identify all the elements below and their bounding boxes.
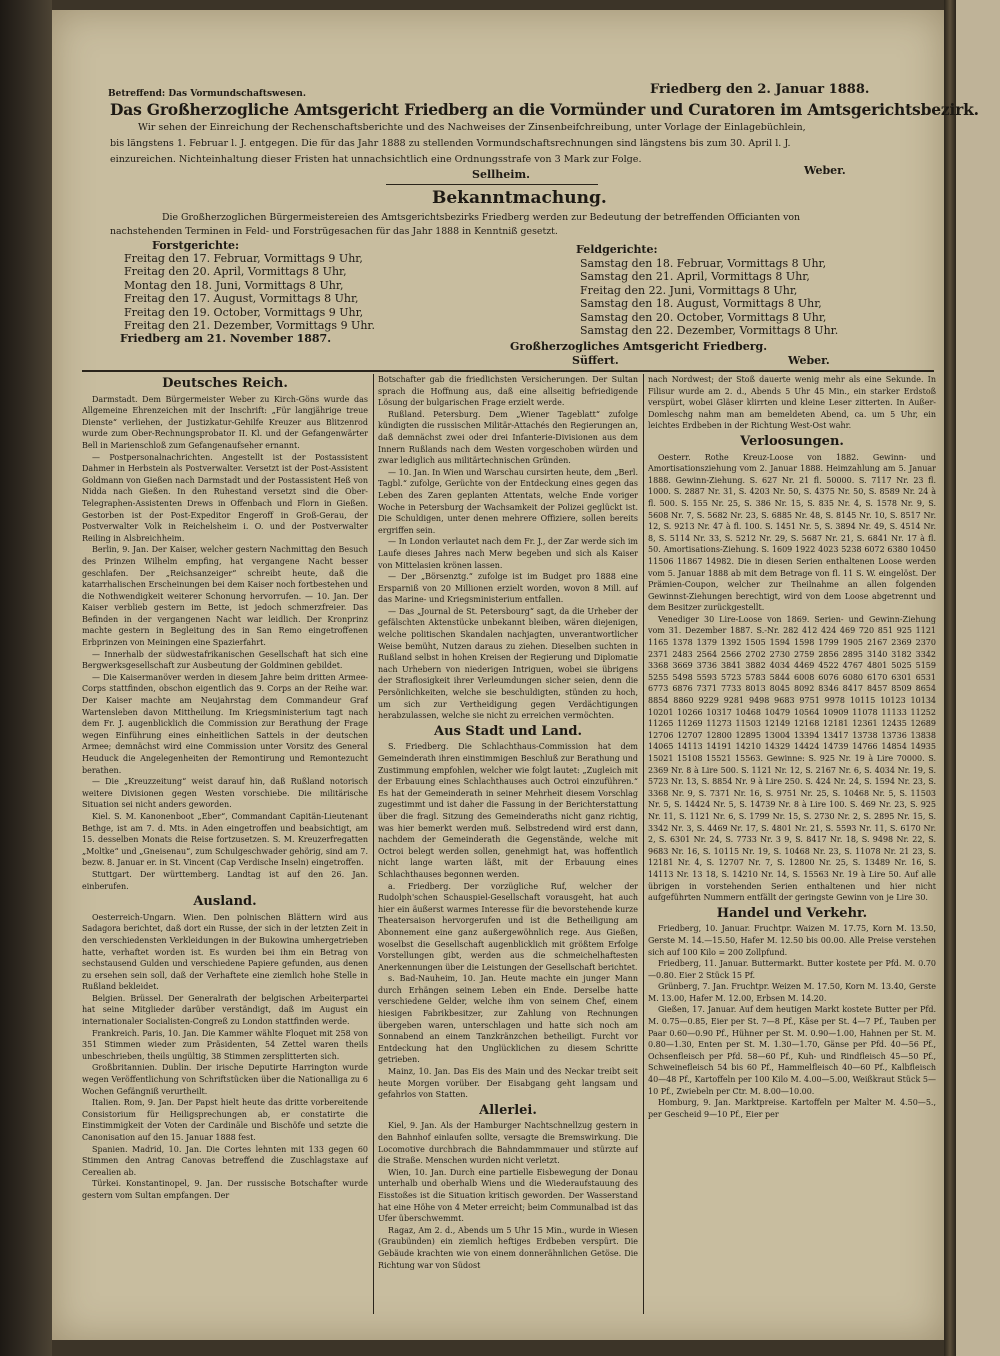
article: S. Friedberg. Die Schlachthaus-Commission hat dem Gemeinderath ihren einstimmigen Beschluß zur Berathung und Zustimmung empfohlen, welcher wie folgt lautet: „Zugleich mit der Erbauung eines Schlachthauses auch Octroi einzuführen.“ Es hat der Gemeinderath in seiner Mehrheit diesem Vorschlag zugestimmt und ist daher die Fassung in der Berichterstattung über die fragl. Sitzung des Gemeinderaths nicht ganz richtig, was hier bemerkt werden muß. Selbstredend wird erst dann, nachdem der Gemeinderath die Gegenstände, welche mit Octroi belegt werden sollen, genehmigt hat, was hoffentlich nicht lange warten läßt, mit der Erbauung eines Schlachthauses begonnen werden. [378, 742, 638, 879]
forst-date: Freitag den 19. October, Vormittags 9 Uhr, [124, 305, 364, 319]
court-name: Großherzogliches Amtsgericht Friedberg. [510, 340, 768, 353]
article: Stuttgart. Der württemberg. Landtag ist auf den 26. Jan. einberufen. [82, 869, 368, 891]
article: Darmstadt. Dem Bürgermeister Weber zu Kirch-Göns wurde das Allgemeine Ehrenzeichen mit der Inschrift: „Für langjährige treue Dienste“ verliehen, der Justizkatur-Gehilfe Kreuzer aus Blitzenrod wurde zum Ober-Rechnungsprobator II. Kl. und der Gefangenwärter Bell in Marienschloß zum Gefangenaufseher ernannt. [82, 394, 368, 450]
section-rule [82, 370, 934, 372]
article: — In London verlautet nach dem Fr. J., der Zar werde sich im Laufe dieses Jahres nach Merw begeben und sich als Kaiser von Mittelasien krönen lassen. [378, 537, 638, 570]
bekanntmachung-title: Bekanntmachung. [432, 188, 607, 208]
feld-date: Samstag den 18. Februar, Vormittags 8 Uhr, [580, 257, 827, 270]
forstgerichte-heading: Forstgerichte: [152, 239, 240, 252]
article: a. Friedberg. Der vorzügliche Ruf, welcher der Rudolph'schen Schauspiel-Gesellschaft vorausgeht, hat auch hier ein äußerst warmes Interesse für die bevorstehende kurze Theatersaison hervorgerufen und ist die Betheiligung am Abonnement eine ganz außergewöhnlich rege. Aus Gießen, woselbst die Gesellschaft augenblicklich mit größtem Erfolge Vorstellungen gibt, werden aus die schmeichelhaftesten Anerkennungen über die Leistungen der Gesellschaft berichtet. [378, 881, 638, 972]
section-heading-ausland: Ausland. [193, 894, 257, 910]
feld-date: Samstag den 22. Dezember, Vormittags 8 Uhr. [580, 324, 839, 338]
forst-date: Freitag den 21. Dezember, Vormittags 9 Uhr. [124, 319, 375, 333]
forstgerichte-list [120, 252, 375, 346]
notice-text-1: Wir sehen der Einreichung der Rechenschaftsberichte und des Nachweises der Zinsenbeifchreibung, unter Vorlage der Einlagebüchlein, [138, 122, 806, 133]
article: — Innerhalb der südwestafrikanischen Gesellschaft hat sich eine Bergwerksgesellschaft zur Ausbeutung der Goldminen gebildet. [82, 649, 368, 671]
forst-date: Freitag den 17. Februar, Vormittags 9 Uhr, [124, 252, 363, 265]
feld-date: Freitag den 22. Juni, Vormittags 8 Uhr, [580, 283, 798, 297]
article: Mainz, 10. Jan. Das Eis des Main und des Neckar treibt seit heute Morgen vorüber. Der Eisabgang geht langsam und gefahrlos von Statten. [378, 1067, 638, 1100]
market-report: Friedberg, 10. Januar. Fruchtpr. Waizen M. 17.75, Korn M. 13.50, Gerste M. 14.—15.50, Hafer M. 12.50 bis 00.00. Alle Preise verstehen sich auf 100 Kilo = 200 Zollpfund. [648, 924, 936, 957]
article: Frankreich. Paris, 10. Jan. Die Kammer wählte Floquet mit 258 von 351 Stimmen wieder zum Präsidenten, 54 Zettel waren theils unbeschrieben, theils ungültig, 38 Stimmen zersplitterten sich. [82, 1028, 368, 1061]
notice-text-3: einzureichen. Nichteinhaltung dieser Fristen hat unnachsichtlich eine Ordnungsstrafe von 3 Mark zur Folge. [110, 154, 642, 165]
column-rule [643, 374, 644, 1314]
article: Kiel, 9. Jan. Als der Hamburger Nachtschnellzug gestern in den Bahnhof einlaufen sollte, versagte die Bremswirkung. Die Locomotive durchbrach die Bahndammmauer und stürzte auf die Straße. Menschen wurden nicht verletzt. [378, 1121, 638, 1166]
article: Botschafter gab die friedlichsten Versicherungen. Der Sultan sprach die Hoffnung aus, daß eine allseitig befriedigende Lösung der bulgarischen Frage erzielt werde. [378, 375, 638, 408]
article: Türkei. Konstantinopel, 9. Jan. Der russische Botschafter wurde gestern vom Sultan empfangen. Der [82, 1179, 368, 1200]
market-report: Homburg, 9. Jan. Marktpreise. Kartoffeln per Malter M. 4.50—5., per Gescheid 9—10 Pf., Eier per [648, 1098, 936, 1119]
article: Wien, 10. Jan. Durch eine partielle Eisbewegung der Donau unterhalb und oberhalb Wiens und die Wiederaufstauung des Eisstoßes ist die Situation kritisch geworden. Der Wasserstand hat eine Höhe von 4 Meter erreicht; beim Communalbad ist das Ufer überschwemmt. [378, 1167, 638, 1224]
section-heading-verloosungen: Verloosungen. [740, 433, 844, 449]
signature-weber: Weber. [804, 164, 846, 177]
notice-text-2: bis längstens 1. Februar l. J. entgegen. Die für das Jahr 1888 zu stellenden Vormundschaftsrechnungen sind längstens bis zum 30. April l. J. [110, 138, 791, 149]
bekanntmachung-intro-2: nachstehenden Terminen in Feld- und Forstrügesachen für das Jahr 1888 in Kenntniß gesetzt. [110, 226, 558, 237]
feldgerichte-heading: Feldgerichte: [576, 243, 658, 256]
article: Berlin, 9. Jan. Der Kaiser, welcher gestern Nachmittag den Besuch des Prinzen Wilhelm empfing, hat vergangene Nacht besser geschlafen. Der „Reichsanzeiger“ schreibt heute, daß die katarrhalischen Erscheinungen bei dem Kaiser noch fortbestehen und die Nothwendigkeit weiterer Schonung hervorrufen. — 10. Jan. Der Kaiser verblieb gestern im Bette, ist jedoch schmerzfreier. Das Befinden in der vergangenen Nacht war leidlich. Der Kronprinz machte gestern in Begleitung des in San Remo eingetroffenen Erbprinzen von Meiningen eine Spazierfahrt. [82, 545, 368, 648]
feld-date: Samstag den 21. April, Vormittags 8 Uhr, [580, 270, 810, 284]
signature-weber-2: Weber. [788, 354, 830, 367]
section-heading-handel: Handel und Verkehr. [716, 905, 868, 921]
forst-date: Freitag den 17. August, Vormittags 8 Uhr, [124, 292, 359, 306]
section-heading-allerlei: Allerlei. [479, 1102, 537, 1118]
article: — Das „Journal de St. Petersbourg“ sagt, da die Urheber der gefälschten Aktenstücke unbekannt bleiben, wären diejenigen, welche politischen Skandalen nachjagten, unverantwortlicher Weise bemüht, Nutzen daraus zu ziehen. Dieselben suchten in Rußland selbst in hohen Kreisen der Regierung und Diplomatie nach Urhebern von niederigen Intriguen, wobei sie übrigens der Straflosigkeit ihrer Verleumdungen sicher seien, denn die Persönlichkeiten, welche sie beschuldigten, stünden zu hoch, um sich zur Vertheidigung gegen Verdächtigungen herabzulassen, welche sie nicht zu erreichen vermöchten. [378, 606, 638, 721]
forst-date: Freitag den 20. April, Vormittags 8 Uhr, [124, 265, 347, 279]
market-report: Grünberg, 7. Jan. Fruchtpr. Weizen M. 17.50, Korn M. 13.40, Gerste M. 13.00, Hafer M. 12.00, Erbsen M. 14.20. [648, 982, 936, 1003]
adjacent-page-strip [956, 0, 1000, 1356]
article: — 10. Jan. In Wien und Warschau cursirten heute, dem „Berl. Tagbl.“ zufolge, Gerüchte von der Entdeckung eines gegen das Leben des Zaren geplanten Attentats, welche Ende voriger Woche in Petersburg der Wachsamkeit der Polizei geglückt ist. Die Schuldigen, unter denen mehrere Offiziere, sollen bereits ergriffen sein. [378, 467, 638, 535]
market-report: Gießen, 17. Januar. Auf dem heutigen Markt kostete Butter per Pfd. M. 0.75—0.85, Eier per St. 7—8 Pf., Käse per St. 4—7 Pf., Tauben per Paar 0.60—0.90 Pf., Hühner per St. M. 0.90—1.00, Hahnen per St. M. 0.80—1.30, Enten per St. M. 1.30—1.70, Gänse per Pfd. 40—56 Pf., Ochsenfleisch per Pfd. 58—60 Pf., Kuh- und Rindfleisch 45—50 Pf., Schweinefleisch 54 bis 60 Pf., Hammelfleisch 40—60 Pf., Kalbfleisch 40—48 Pf., Kartoffeln per 100 Kilo M. 4.00—5.00, Weißkraut Stück 5—10 Pf., Zwiebeln per Ctr. M. 8.00—10.00. [648, 1005, 936, 1096]
forst-date: Montag den 18. Juni, Vormittags 8 Uhr, [124, 278, 344, 292]
article: — Die Kaisermanöver werden in diesem Jahre beim dritten Armee-Corps stattfinden, obschon eigentlich das 9. Corps an der Reihe war. Der Kaiser machte am Neujahrstag dem Commandeur Graf Wartensleben davon Mittheilung. Im Kriegsministerium tagt nach dem Fr. J. augenblicklich die Commission zur Berathung der Frage wegen Einführung eines einheitlichen Sattels in der deutschen Armee; demnächst wird eine Commission unter Vorsitz des General Heuduck die Angelegenheiten der Remontirung und Remontezucht berathen. [82, 672, 368, 775]
article: — Die „Kreuzzeitung“ weist darauf hin, daß Rußland notorisch weitere Divisionen gegen Westen vorschiebe. Die militärische Situation sei nicht anders geworden. [82, 777, 368, 810]
article: Kiel. S. M. Kanonenboot „Eber“, Commandant Capitän-Lieutenant Bethge, ist am 7. d. Mts. in Aden eingetroffen und beabsichtigt, am 15. desselben Monats die Reise fortzusetzen. S. M. Kreuzerfregatten „Moltke“ und „Gneisenau“, zum Schulgeschwader gehörig, sind am 7. bezw. 8. Januar er. in St. Vincent (Cap Verdische Inseln) eingetroffen. [82, 811, 368, 868]
column-2 [378, 374, 638, 1314]
article: — Der „Börsenztg.“ zufolge ist im Budget pro 1888 eine Ersparniß von 20 Millionen erzielt worden, wovon 8 Mill. auf das Marine- und Kriegsministerium entfallen. [378, 572, 638, 605]
article: Spanien. Madrid, 10. Jan. Die Cortes lehnten mit 133 gegen 60 Stimmen den Antrag Canovas betreffend die Zuschlagstaxe auf Cerealien ab. [82, 1144, 368, 1177]
divider [386, 184, 598, 185]
column-rule [373, 374, 374, 1314]
article: nach Nordwest; der Stoß dauerte wenig mehr als eine Sekunde. In Filisur wurde am 2. d., Abends 5 Uhr 45 Min., ein starker Erdstoß verspürt, wobei Gläser klirrten und kleine Leser zitterten. In Außer-Domleschg nahm man am bemeldeten Abend, ca. um 5 Uhr, ein leichtes Erdbeben in der Richtung West-Ost wahr. [648, 375, 936, 431]
bekanntmachung-intro-1: Die Großherzoglichen Bürgermeistereien des Amtsgerichtsbezirks Friedberg werden zur Bedeutung der betreffenden Officianten von [162, 212, 801, 223]
section-heading-stadt-und-land: Aus Stadt und Land. [434, 723, 582, 739]
feldgerichte-list [580, 257, 838, 337]
feld-date: Samstag den 20. October, Vormittags 8 Uhr, [580, 310, 827, 324]
article: Großbritannien. Dublin. Der irische Deputirte Harrington wurde wegen Veröffentlichung von Schriftstücken über die Nationalliga zu 6 Wochen Gefängniß verurtheilt. [82, 1063, 368, 1096]
signature-suessert: Süffert. [572, 354, 619, 367]
article: s. Bad-Nauheim, 10. Jan. Heute machte ein junger Mann durch Erhängen seinem Leben ein Ende. Derselbe hatte verschiedene Gelder, welche ihm von seinem Chef, einem hiesigen Fabrikbesitzer, zur Zahlung von Rechnungen übergeben waren, unterschlagen und hatte sich noch am Sonnabend an einem Tanzkränzchen betheiligt. Furcht vor Entdeckung hat den Unglücklichen zu diesem Schritte getrieben. [378, 974, 638, 1065]
binding-edge [0, 0, 52, 1356]
feld-date: Samstag den 18. August, Vormittags 8 Uhr, [580, 297, 822, 311]
lottery-results: Oesterr. Rothe Kreuz-Loose von 1882. Gewinn- und Amortisationsziehung vom 2. Januar 1888. Heimzahlung am 5. Januar 1888. Gewinn-Ziehung. S. 627 Nr. 21 fl. 50000. S. 7117 Nr. 23 fl. 1000. S. 2887 Nr. 31, S. 4203 Nr. 50, S. 4375 Nr. 50, S. 8589 Nr. 24 à fl. 500. S. 155 Nr. 25, S. 386 Nr. 15, S. 835 Nr. 4, S. 1578 Nr. 9, S. 5608 Nr. 7, S. 5682 Nr. 23, S. 6885 Nr. 48, S. 8145 Nr. 10, S. 8517 Nr. 12, S. 9213 Nr. 47 à fl. 100. S. 1451 Nr. 5, S. 3894 Nr. 49, S. 4514 Nr. 8, S. 5114 Nr. 33, S. 5212 Nr. 29, S. 5687 Nr. 21, S. 6841 Nr. 17 à fl. 50. Amortisations-Ziehung. S. 1609 1922 4023 5238 6072 6380 10450 11506 11867 14982. Die in diesen Serien enthaltenen Loose werden vom 5. Januar 1888 ab mit dem Betrage von fl. 11 S. W. eingelöst. Der Prämien-Coupon, welcher zur Theilnahme an allen folgenden Gewinnst-Ziehungen berechtigt, wird von dem Loose abgetrennt und dem Besitzer zurückgestellt. [648, 452, 936, 613]
column-1 [82, 374, 368, 1314]
lottery-results: Venediger 30 Lire-Loose von 1869. Serien- und Gewinn-Ziehung vom 31. Dezember 1887. S.-Nr. 282 412 424 469 720 851 925 1121 1165 1378 1379 1392 1505 1594 1598 1799 1905 2167 2369 2370 2371 2483 2564 2566 2702 2730 2759 2856 2895 3140 3182 3342 3368 3669 3736 3841 3882 4034 4469 4522 4767 4801 5025 5159 5255 5498 5593 5723 5783 5844 6008 6076 6080 6170 6301 6531 6773 6876 7371 7733 8013 8045 8092 8346 8417 8457 8509 8654 8854 8860 9229 9281 9498 9683 9751 9978 10115 10123 10134 10201 10266 10317 10468 10479 10564 10909 11078 11133 11252 11265 11269 11273 11503 12149 12168 12181 12361 12435 12689 12706 12707 12800 12895 13004 13394 13417 13738 13736 13838 14065 14113 14191 14210 14329 14424 14739 14766 14854 14935 15021 15108 15521 15563. Gewinne: S. 925 Nr. 19 à Lire 70000. S. 2369 Nr. 8 à Lire 500. S. 1121 Nr. 12, S. 2167 Nr. 6, S. 4034 Nr. 19, S. 5723 Nr. 13, S. 8854 Nr. 9 à Lire 250. S. 424 Nr. 24, S. 1594 Nr. 23, S. 3368 Nr. 9, S. 7371 Nr. 16, S. 9751 Nr. 25, S. 10468 Nr. 5, S. 11503 Nr. 5, S. 14424 Nr. 5, S. 14739 Nr. 8 à Lire 100. S. 469 Nr. 23, S. 925 Nr. 11, S. 1121 Nr. 6, S. 1799 Nr. 15, S. 2730 Nr. 2, S. 2895 Nr. 15, S. 3342 Nr. 3, S. 4469 Nr. 17, S. 4801 Nr. 21, S. 5593 Nr. 11, S. 6170 Nr. 2, S. 6301 Nr. 24, S. 7733 Nr. 3 9, S. 8417 Nr. 18, S. 9498 Nr. 22, S. 9683 Nr. 16, S. 10115 Nr. 19, S. 10468 Nr. 23, S. 11078 Nr. 21 23, S. 12181 Nr. 4, S. 12707 Nr. 7, S. 12800 Nr. 25, S. 13489 Nr. 16, S. 14113 Nr. 13 18, S. 14210 Nr. 14, S. 15563 Nr. 19 à Lire 50. Auf alle übrigen in vorstehenden Serien enthaltenen und hier nicht aufgeführten Nummern entfällt der geringste Gewinn von je Lire 30. [648, 614, 936, 903]
section-heading-deutsches-reich: Deutsches Reich. [162, 376, 288, 391]
article: Italien. Rom, 9. Jan. Der Papst hielt heute das dritte vorbereitende Consistorium für Heiligsprechungen ab, er constatirte die Einstimmigkeit der Voten der Cardinäle und Bischöfe und setzte die Canonisation auf den 15. Januar 1888 fest. [82, 1098, 368, 1142]
article: Oesterreich-Ungarn. Wien. Den polnischen Blättern wird aus Sadagora berichtet, daß dort ein Russe, der sich in der letzten Zeit in den verschiedensten Verkleidungen in der Bukowina umhergetrieben hatte, verhaftet worden ist. Es wurden bei ihm ein Betrag von sechstausend Gulden und verschiedene Papiere gefunden, aus denen zu ersehen sein soll, daß der Verhaftete eine ziemlich hohe Stelle in Rußland bekleidet. [82, 912, 368, 992]
notice-date: Friedberg am 21. November 1887. [120, 332, 332, 346]
market-report: Friedberg, 11. Januar. Buttermarkt. Butter kostete per Pfd. M. 0.70—0.80. Eier 2 Stück 15 Pf. [648, 959, 936, 980]
date-line: Friedberg den 2. Januar 1888. [650, 82, 870, 97]
subject-line: Betreffend: Das Vormundschaftswesen. [108, 89, 306, 99]
book-gutter [944, 0, 956, 1356]
signature-sellheim: Sellheim. [472, 168, 530, 181]
newspaper-page [52, 10, 979, 1340]
article: Rußland. Petersburg. Dem „Wiener Tageblatt“ zufolge kündigten die russischen Militär-Attachés den Regierungen an, daß demnächst zwei oder drei Infanterie-Divisionen aus dem Innern Rußlands nach dem Westen vorgeschoben würden und zwar lediglich aus militärtechnischen Gründen. [378, 409, 638, 466]
column-3 [648, 374, 936, 1314]
article: — Postpersonalnachrichten. Angestellt ist der Postassistent Dahmer in Herbstein als Postverwalter. Versetzt ist der Post-Assistent Goldmann von Gießen nach Darmstadt und der Postassistent Heß von Nidda nach Gießen. In den Ruhestand versetzt sind die Ober-Telegraphen-Assistenten Drews in Offenbach und Florn in Gießen. Gestorben ist der Post-Expeditor Engeroff in Groß-Gerau, der Postverwalter Volk in Reichelsheim i. O. und der Postverwalter Reiling in Alsbreichheim. [82, 452, 368, 543]
article: Belgien. Brüssel. Der Generalrath der belgischen Arbeiterpartei hat seine Mitglieder darüber verständigt, daß im August ein internationaler Socialisten-Congreß zu London stattfinden werde. [82, 993, 368, 1027]
notice-title: Das Großherzogliche Amtsgericht Friedberg an die Vormünder und Curatoren im Amtsgerichtsbezirk. [110, 100, 979, 119]
article: Ragaz, Am 2. d., Abends um 5 Uhr 15 Min., wurde in Wiesen (Graubünden) ein ziemlich heftiges Erdbeben verspürt. Die Gebäude krachten wie von einem donnerähnlichen Getöse. Die Richtung war von Südost [378, 1225, 638, 1270]
